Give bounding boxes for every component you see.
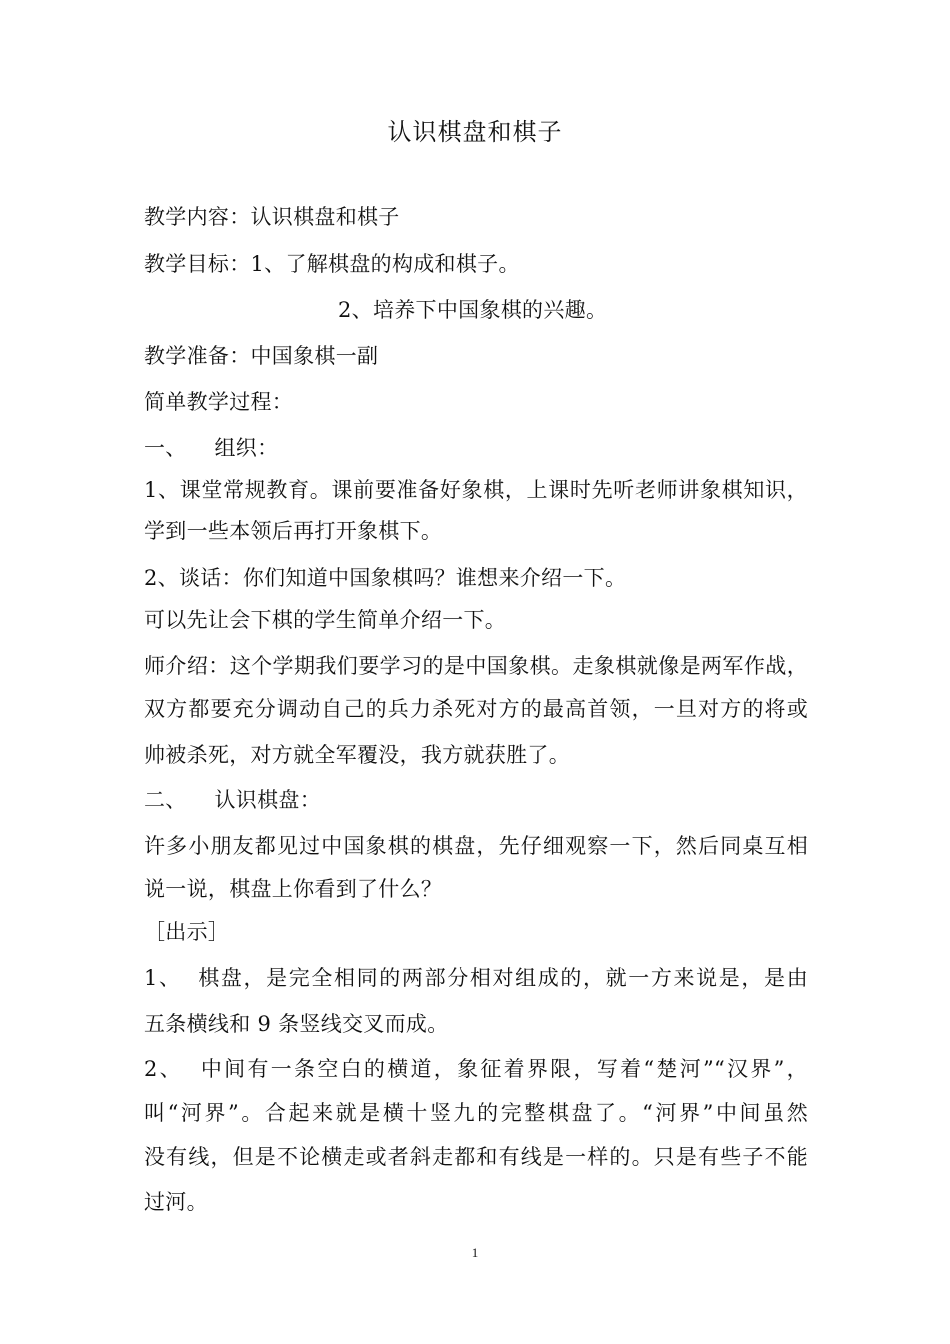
paragraph-line: 2、谈话：你们知道中国象棋吗？谁想来介绍一下。 [144,566,627,590]
list-item-line: 五条横线和 9 条竖线交叉而成。 [144,1012,449,1036]
paragraph-line: 说一说，棋盘上你看到了什么？ [144,877,443,901]
text-line-teaching-goal-1: 教学目标：1、了解棋盘的构成和棋子。 [144,252,520,276]
paragraph-line: 1、课堂常规教育。课前要准备好象棋，上课时先听老师讲象棋知识， [144,478,808,502]
paragraph-line: 帅被杀死，对方就全军覆没，我方就获胜了。 [144,743,570,767]
list-item-line: 没有线，但是不论横走或者斜走都和有线是一样的。只是有些子不能 [144,1145,808,1169]
paragraph-line: 学到一些本领后再打开象棋下。 [144,519,443,543]
paragraph-line: 双方都要充分调动自己的兵力杀死对方的最高首领，一旦对方的将或 [144,697,808,721]
section-heading-board: 二、 认识棋盘： [144,788,322,812]
list-item-line: 叫“河界”。合起来就是横十竖九的完整棋盘了。“河界”中间虽然 [144,1101,808,1125]
list-item-line: 2、 中间有一条空白的横道，象征着界限，写着“楚河”“汉界”， [144,1057,808,1081]
paragraph-line: ［出示］ [144,920,230,944]
list-item-line: 过河。 [144,1190,208,1214]
list-item-line: 1、 棋盘，是完全相同的两部分相对组成的，就一方来说是，是由 [144,966,808,990]
text-line-teaching-prep: 教学准备：中国象棋一副 [144,344,379,368]
paragraph-line: 许多小朋友都见过中国象棋的棋盘，先仔细观察一下，然后同桌互相 [144,834,808,858]
paragraph-line: 师介绍：这个学期我们要学习的是中国象棋。走象棋就像是两军作战， [144,654,808,678]
page-number: 1 [471,1245,479,1260]
text-line-teaching-content: 教学内容：认识棋盘和棋子 [144,205,400,229]
section-heading-organize: 一、 组织： [144,436,279,460]
text-line-process-heading: 简单教学过程： [144,390,294,414]
text-line-teaching-goal-2: 2、培养下中国象棋的兴趣。 [338,298,608,322]
document-title: 认识棋盘和棋子 [387,118,563,146]
paragraph-line: 可以先让会下棋的学生简单介绍一下。 [144,608,507,632]
